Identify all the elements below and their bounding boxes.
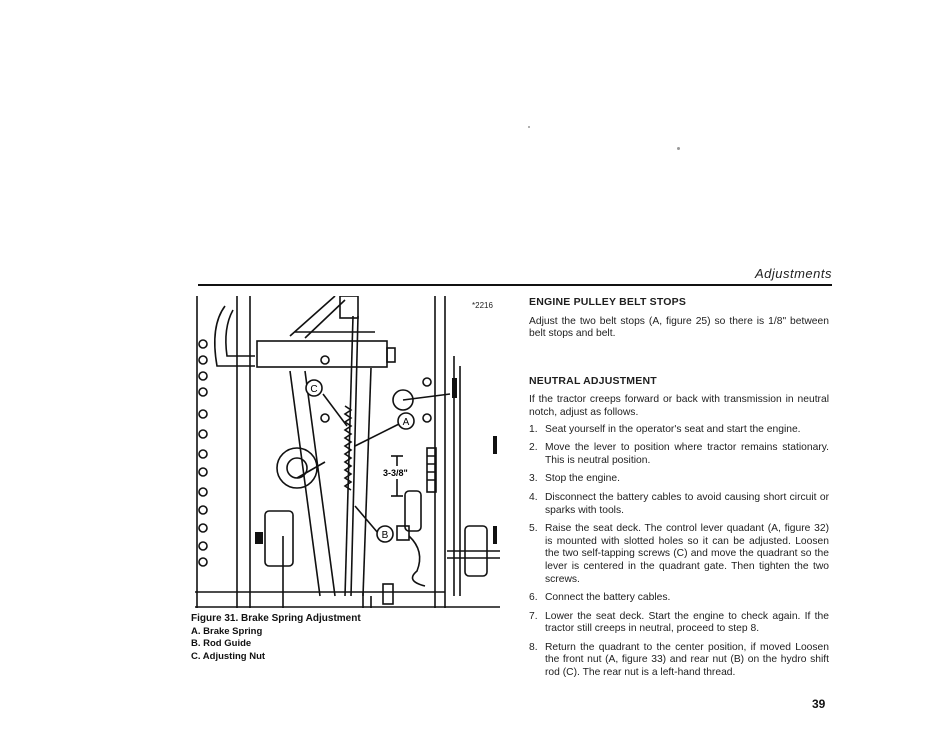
section-heading-neutral: NEUTRAL ADJUSTMENT	[529, 374, 657, 387]
step-number: 7.	[529, 610, 538, 622]
list-item	[529, 592, 829, 605]
list-item	[529, 473, 829, 486]
step-text: Return the quadrant to the center position, if moved Loosen the front nut (A, figure 33) and rear nut (B) on the hydro shift rod (C). The rear nut is a left-hand thread.	[545, 641, 829, 679]
step-text: Seat yourself in the operator's seat and start the engine.	[545, 423, 801, 435]
scan-speck	[677, 147, 680, 150]
figure-caption	[191, 613, 491, 663]
step-text: Stop the engine.	[545, 473, 620, 485]
header-rule	[198, 284, 832, 286]
caption-title: Figure 31. Brake Spring Adjustment	[191, 613, 361, 624]
figure-number: *2216	[472, 301, 493, 310]
step-number: 4.	[529, 491, 538, 503]
step-number: 8.	[529, 641, 538, 653]
list-item	[529, 492, 829, 517]
brake-spring-illustration	[195, 296, 500, 608]
caption-item: A. Brake Spring	[191, 625, 263, 637]
list-item	[529, 611, 829, 636]
section-heading-belt-stops: ENGINE PULLEY BELT STOPS	[529, 296, 687, 308]
list-item	[529, 642, 829, 680]
list-item	[529, 424, 829, 437]
section-body-belt-stops: Adjust the two belt stops (A, figure 25) so there is 1/8" between belt stops and belt.	[529, 315, 829, 340]
step-number: 1.	[529, 423, 538, 435]
caption-item: C. Adjusting Nut	[191, 650, 266, 662]
step-text: Raise the seat deck. The control lever quadant (A, figure 32) is mounted with slotted holes so it can be adjusted. Loosen the two self-tapping screws (C) and move the quadrant so the lever is centered in the quadrant gate. Then tighten the two screws.	[545, 523, 829, 585]
step-text: Disconnect the battery cables to avoid causing short circuit or sparks with tools.	[545, 491, 829, 516]
callout-b: B	[381, 530, 389, 541]
list-item	[529, 523, 829, 586]
steps-list	[529, 424, 829, 680]
section-body-neutral: If the tractor creeps forward or back with transmission in neutral notch, adjust as follows.	[529, 394, 829, 418]
step-text: Connect the battery cables.	[545, 592, 671, 604]
measurement-label: 3-3/8"	[383, 468, 408, 478]
section-title: Adjustments	[754, 266, 832, 281]
text-column	[529, 296, 829, 686]
scan-speck	[528, 126, 530, 128]
step-number: 5.	[529, 523, 538, 535]
neutral-adjustment-section	[529, 375, 829, 680]
step-number: 3.	[529, 473, 538, 485]
caption-item: B. Rod Guide	[191, 638, 252, 649]
callout-a: A	[402, 417, 410, 428]
step-number: 2.	[529, 442, 538, 454]
step-number: 6.	[529, 592, 538, 604]
step-text: Move the lever to position where tractor remains stationary. This is neutral position.	[545, 442, 829, 466]
callout-c: C	[310, 384, 318, 395]
page-number: 39	[812, 697, 826, 711]
brake-spring-figure	[195, 296, 500, 608]
step-text: Lower the seat deck. Start the engine to check again. If the tractor still creeps in neutral, proceed to step 8.	[545, 610, 829, 635]
list-item	[529, 442, 829, 467]
